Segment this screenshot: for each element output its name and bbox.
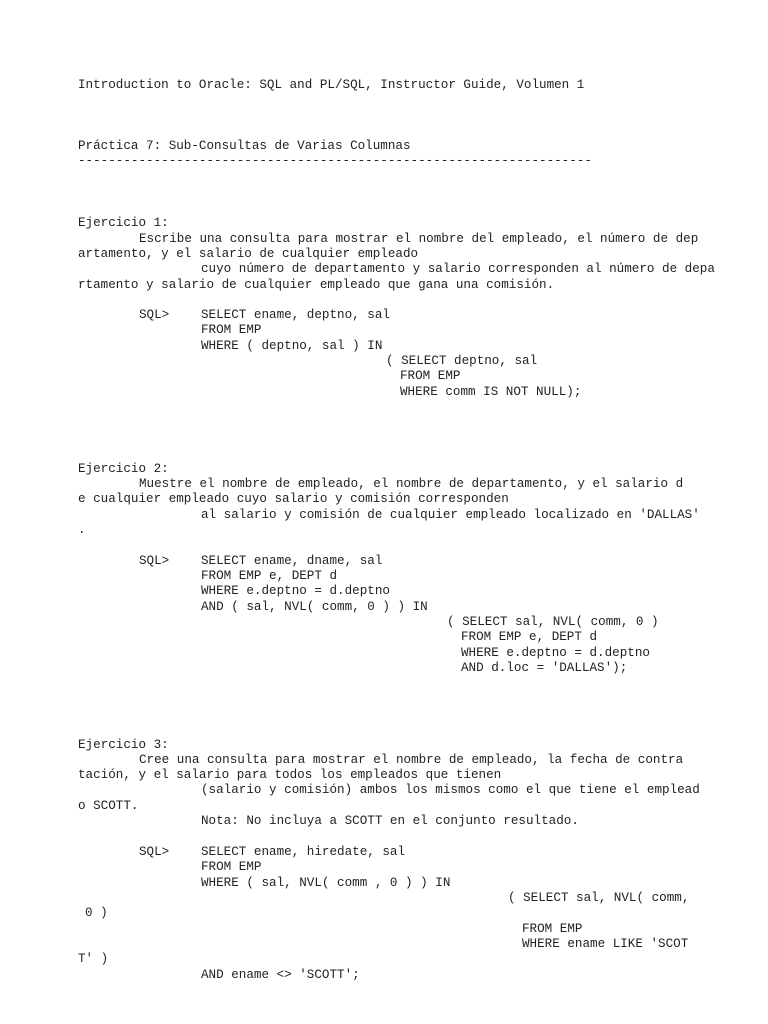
exercise-2-sql-line: FROM EMP e, DEPT d <box>461 630 598 644</box>
document-header: Introduction to Oracle: SQL and PL/SQL, Instructor Guide, Volumen 1 <box>78 78 585 92</box>
exercise-2-sql-line: SELECT ename, dname, sal <box>201 554 383 568</box>
exercise-2-statement-line: Muestre el nombre de empleado, el nombre de departamento, y el salario d <box>139 477 684 491</box>
exercise-1-sql-prompt: SQL> <box>139 308 170 322</box>
title-separator: -------------------------------------------------------------------- <box>78 154 592 168</box>
exercise-3-statement-line: Cree una consulta para mostrar el nombre de empleado, la fecha de contra <box>139 753 684 767</box>
exercise-3-sql-line: AND ename <> 'SCOTT'; <box>201 968 360 982</box>
exercise-3-sql-line: FROM EMP <box>522 922 583 936</box>
exercise-2-heading: Ejercicio 2: <box>78 462 169 476</box>
exercise-3-statement-line: tación, y el salario para todos los empleados que tienen <box>78 768 502 782</box>
exercise-3-heading: Ejercicio 3: <box>78 738 169 752</box>
exercise-2-sql-line: WHERE e.deptno = d.deptno <box>201 584 390 598</box>
exercise-1-statement-line: rtamento y salario de cualquier empleado que gana una comisión. <box>78 278 555 292</box>
exercise-1-heading: Ejercicio 1: <box>78 216 169 230</box>
exercise-2-sql-line: FROM EMP e, DEPT d <box>201 569 338 583</box>
exercise-3-statement-line: (salario y comisión) ambos los mismos como el que tiene el emplead <box>201 783 700 797</box>
exercise-2-sql-prompt: SQL> <box>139 554 170 568</box>
exercise-2-statement-line: . <box>78 523 86 537</box>
exercise-1-sql-line: WHERE comm IS NOT NULL); <box>400 385 582 399</box>
exercise-3-sql-line: WHERE ( sal, NVL( comm , 0 ) ) IN <box>201 876 451 890</box>
exercise-3-statement-line: Nota: No incluya a SCOTT en el conjunto resultado. <box>201 814 579 828</box>
exercise-3-sql-line: WHERE ename LIKE 'SCOT <box>522 937 689 951</box>
exercise-2-sql-line: WHERE e.deptno = d.deptno <box>461 646 650 660</box>
exercise-3-sql-line: 0 ) <box>85 906 108 920</box>
exercise-1-statement-line: artamento, y el salario de cualquier empleado <box>78 247 419 261</box>
exercise-3-sql-line: T' ) <box>78 952 109 966</box>
exercise-1-sql-line: ( SELECT deptno, sal <box>386 354 538 368</box>
exercise-1-sql-line: FROM EMP <box>201 323 262 337</box>
exercise-1-statement-line: cuyo número de departamento y salario corresponden al número de depa <box>201 262 715 276</box>
exercise-1-sql-line: FROM EMP <box>400 369 461 383</box>
exercise-1-sql-line: SELECT ename, deptno, sal <box>201 308 390 322</box>
exercise-2-sql-line: AND ( sal, NVL( comm, 0 ) ) IN <box>201 600 428 614</box>
exercise-2-statement-line: al salario y comisión de cualquier empleado localizado en 'DALLAS' <box>201 508 700 522</box>
exercise-3-sql-line: FROM EMP <box>201 860 262 874</box>
exercise-3-sql-line: ( SELECT sal, NVL( comm, <box>508 891 690 905</box>
practice-title: Práctica 7: Sub-Consultas de Varias Columnas <box>78 139 411 153</box>
exercise-1-statement-line: Escribe una consulta para mostrar el nombre del empleado, el número de dep <box>139 232 699 246</box>
exercise-2-statement-line: e cualquier empleado cuyo salario y comisión corresponden <box>78 492 509 506</box>
exercise-3-sql-prompt: SQL> <box>139 845 170 859</box>
exercise-1-sql-line: WHERE ( deptno, sal ) IN <box>201 339 383 353</box>
exercise-2-sql-line: ( SELECT sal, NVL( comm, 0 ) <box>447 615 659 629</box>
exercise-3-sql-line: SELECT ename, hiredate, sal <box>201 845 406 859</box>
exercise-3-statement-line: o SCOTT. <box>78 799 139 813</box>
exercise-2-sql-line: AND d.loc = 'DALLAS'); <box>461 661 628 675</box>
